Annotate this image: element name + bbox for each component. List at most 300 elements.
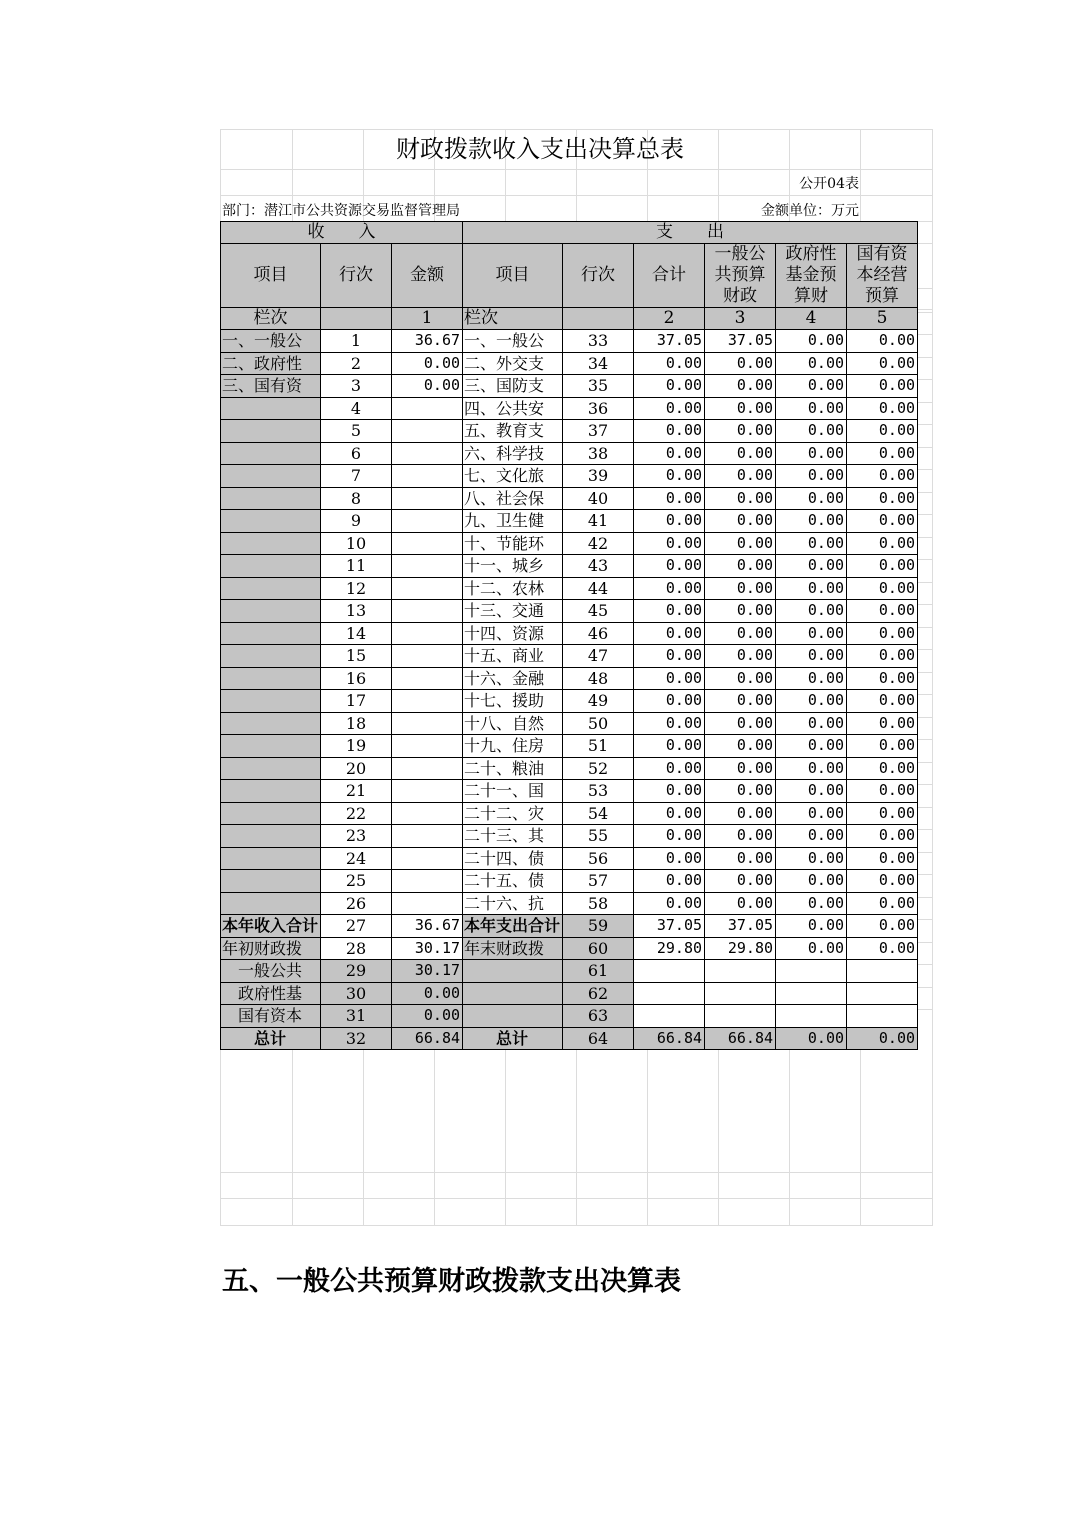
column-header-row — [221, 244, 918, 308]
general-budget-cell: 0.00 — [705, 667, 776, 690]
expense-row-no-cell: 60 — [563, 937, 634, 960]
income-item-cell: 总计 — [221, 1027, 321, 1050]
expense-total-cell: 0.00 — [634, 825, 705, 848]
col-index-empty — [321, 308, 392, 330]
income-item-cell — [221, 532, 321, 555]
summary-row — [221, 982, 918, 1005]
gov-fund-cell: 0.00 — [776, 330, 847, 353]
general-budget-cell: 0.00 — [705, 622, 776, 645]
table-row — [221, 510, 918, 533]
expense-item-cell: 九、卫生健 — [463, 510, 563, 533]
col-label-2: 栏次 — [463, 308, 563, 330]
table-row — [221, 442, 918, 465]
expense-item-cell: 二十三、其 — [463, 825, 563, 848]
income-item-cell: 一、一般公 — [221, 330, 321, 353]
expense-total-cell: 0.00 — [634, 442, 705, 465]
income-group-header: 收 入 — [221, 222, 463, 244]
income-item-cell — [221, 622, 321, 645]
state-capital-cell: 0.00 — [847, 577, 918, 600]
gov-fund-cell: 0.00 — [776, 352, 847, 375]
income-amount-cell — [392, 735, 463, 758]
income-item-cell — [221, 892, 321, 915]
expense-total-cell: 0.00 — [634, 892, 705, 915]
expense-item-cell: 一、一般公 — [463, 330, 563, 353]
state-capital-cell: 0.00 — [847, 690, 918, 713]
table-row — [221, 645, 918, 668]
expense-total-cell: 0.00 — [634, 487, 705, 510]
income-amount-cell: 0.00 — [392, 375, 463, 398]
general-budget-cell: 0.00 — [705, 892, 776, 915]
state-capital-cell: 0.00 — [847, 802, 918, 825]
col-header-item: 项目 — [221, 244, 321, 308]
expense-row-no-cell: 48 — [563, 667, 634, 690]
income-row-no-cell: 21 — [321, 780, 392, 803]
income-row-no-cell: 9 — [321, 510, 392, 533]
gov-fund-cell: 0.00 — [776, 442, 847, 465]
state-capital-cell: 0.00 — [847, 757, 918, 780]
general-budget-cell: 0.00 — [705, 442, 776, 465]
income-amount-cell — [392, 757, 463, 780]
income-row-no-cell: 11 — [321, 555, 392, 578]
general-budget-cell: 0.00 — [705, 712, 776, 735]
expense-total-cell — [634, 960, 705, 983]
income-row-no-cell: 14 — [321, 622, 392, 645]
income-item-cell: 本年收入合计 — [221, 915, 321, 938]
gov-fund-cell: 0.00 — [776, 397, 847, 420]
state-capital-cell: 0.00 — [847, 870, 918, 893]
general-budget-cell: 37.05 — [705, 330, 776, 353]
income-row-no-cell: 28 — [321, 937, 392, 960]
gov-fund-cell — [776, 1005, 847, 1028]
general-budget-cell: 0.00 — [705, 420, 776, 443]
income-item-cell — [221, 735, 321, 758]
income-item-cell — [221, 780, 321, 803]
budget-table — [220, 221, 918, 1050]
expense-total-cell: 0.00 — [634, 645, 705, 668]
table-row — [221, 712, 918, 735]
general-budget-cell: 0.00 — [705, 487, 776, 510]
expense-row-no-cell: 37 — [563, 420, 634, 443]
table-row — [221, 397, 918, 420]
income-item-cell — [221, 487, 321, 510]
gov-fund-cell: 0.00 — [776, 532, 847, 555]
income-amount-cell — [392, 667, 463, 690]
income-row-no-cell: 27 — [321, 915, 392, 938]
income-amount-cell — [392, 892, 463, 915]
expense-row-no-cell: 61 — [563, 960, 634, 983]
general-budget-cell: 0.00 — [705, 757, 776, 780]
income-row-no-cell: 16 — [321, 667, 392, 690]
expense-row-no-cell: 43 — [563, 555, 634, 578]
gov-fund-cell: 0.00 — [776, 622, 847, 645]
expense-row-no-cell: 34 — [563, 352, 634, 375]
expense-item-cell: 二十、粮油 — [463, 757, 563, 780]
income-amount-cell — [392, 555, 463, 578]
income-item-cell — [221, 600, 321, 623]
expense-item-cell: 二十五、债 — [463, 870, 563, 893]
expense-total-cell: 0.00 — [634, 802, 705, 825]
income-row-no-cell: 6 — [321, 442, 392, 465]
expense-row-no-cell: 41 — [563, 510, 634, 533]
general-budget-cell: 0.00 — [705, 690, 776, 713]
income-amount-cell — [392, 532, 463, 555]
table-row — [221, 622, 918, 645]
income-row-no-cell: 24 — [321, 847, 392, 870]
income-row-no-cell: 12 — [321, 577, 392, 600]
gov-fund-cell: 0.00 — [776, 757, 847, 780]
expense-item-cell: 十八、自然 — [463, 712, 563, 735]
summary-row — [221, 937, 918, 960]
expense-item-cell: 十一、城乡 — [463, 555, 563, 578]
expense-item-cell: 十二、农林 — [463, 577, 563, 600]
expense-total-cell: 0.00 — [634, 757, 705, 780]
income-item-cell — [221, 420, 321, 443]
income-item-cell: 国有资本 — [221, 1005, 321, 1028]
state-capital-cell: 0.00 — [847, 622, 918, 645]
income-row-no-cell: 26 — [321, 892, 392, 915]
income-row-no-cell: 8 — [321, 487, 392, 510]
general-budget-cell: 0.00 — [705, 600, 776, 623]
state-capital-cell: 0.00 — [847, 600, 918, 623]
expense-item-cell: 十九、住房 — [463, 735, 563, 758]
state-capital-cell: 0.00 — [847, 645, 918, 668]
col-label: 栏次 — [221, 308, 321, 330]
expense-total-cell — [634, 982, 705, 1005]
expense-row-no-cell: 38 — [563, 442, 634, 465]
general-budget-cell: 37.05 — [705, 915, 776, 938]
state-capital-cell: 0.00 — [847, 892, 918, 915]
summary-row — [221, 915, 918, 938]
gov-fund-cell: 0.00 — [776, 555, 847, 578]
table-row — [221, 375, 918, 398]
income-amount-cell — [392, 420, 463, 443]
income-row-no-cell: 32 — [321, 1027, 392, 1050]
income-item-cell — [221, 667, 321, 690]
gov-fund-cell: 0.00 — [776, 712, 847, 735]
table-row — [221, 780, 918, 803]
expense-item-cell — [463, 982, 563, 1005]
expense-total-cell: 37.05 — [634, 915, 705, 938]
table-row — [221, 555, 918, 578]
gov-fund-cell — [776, 982, 847, 1005]
income-row-no-cell: 22 — [321, 802, 392, 825]
income-amount-cell — [392, 487, 463, 510]
expense-total-cell: 0.00 — [634, 622, 705, 645]
income-item-cell — [221, 712, 321, 735]
general-budget-cell: 0.00 — [705, 510, 776, 533]
expense-row-no-cell: 55 — [563, 825, 634, 848]
state-capital-cell: 0.00 — [847, 667, 918, 690]
income-amount-cell — [392, 690, 463, 713]
income-item-cell: 三、国有资 — [221, 375, 321, 398]
expense-total-cell: 0.00 — [634, 397, 705, 420]
income-item-cell — [221, 802, 321, 825]
department-label: 部门：潜江市公共资源交易监督管理局 — [222, 203, 460, 219]
column-index-row — [221, 308, 918, 330]
income-amount-cell: 30.17 — [392, 937, 463, 960]
expense-item-cell: 十、节能环 — [463, 532, 563, 555]
income-row-no-cell: 7 — [321, 465, 392, 488]
col-header-row-no-2: 行次 — [563, 244, 634, 308]
expense-total-cell: 0.00 — [634, 420, 705, 443]
income-item-cell — [221, 555, 321, 578]
expense-item-cell: 三、国防支 — [463, 375, 563, 398]
income-amount-cell — [392, 465, 463, 488]
income-row-no-cell: 29 — [321, 960, 392, 983]
table-row — [221, 690, 918, 713]
income-row-no-cell: 30 — [321, 982, 392, 1005]
table-row — [221, 420, 918, 443]
expense-item-cell: 五、教育支 — [463, 420, 563, 443]
general-budget-cell: 0.00 — [705, 847, 776, 870]
state-capital-cell — [847, 1005, 918, 1028]
expense-total-cell: 0.00 — [634, 465, 705, 488]
expense-item-cell: 八、社会保 — [463, 487, 563, 510]
expense-row-no-cell: 39 — [563, 465, 634, 488]
income-row-no-cell: 5 — [321, 420, 392, 443]
state-capital-cell: 0.00 — [847, 352, 918, 375]
income-amount-cell — [392, 825, 463, 848]
income-item-cell — [221, 645, 321, 668]
table-row — [221, 667, 918, 690]
state-capital-cell — [847, 960, 918, 983]
state-capital-cell: 0.00 — [847, 735, 918, 758]
income-amount-cell — [392, 397, 463, 420]
general-budget-cell: 0.00 — [705, 532, 776, 555]
expense-row-no-cell: 44 — [563, 577, 634, 600]
col-header-row-no: 行次 — [321, 244, 392, 308]
expense-item-cell: 七、文化旅 — [463, 465, 563, 488]
gov-fund-cell: 0.00 — [776, 937, 847, 960]
col-index-2: 2 — [634, 308, 705, 330]
income-row-no-cell: 10 — [321, 532, 392, 555]
expense-total-cell: 0.00 — [634, 847, 705, 870]
table-row — [221, 600, 918, 623]
gov-fund-cell: 0.00 — [776, 690, 847, 713]
general-budget-cell: 0.00 — [705, 375, 776, 398]
expense-total-cell: 0.00 — [634, 600, 705, 623]
expense-total-cell: 29.80 — [634, 937, 705, 960]
gov-fund-cell: 0.00 — [776, 847, 847, 870]
income-amount-cell — [392, 577, 463, 600]
gov-fund-cell: 0.00 — [776, 802, 847, 825]
gov-fund-cell: 0.00 — [776, 375, 847, 398]
table-row — [221, 577, 918, 600]
income-row-no-cell: 17 — [321, 690, 392, 713]
income-row-no-cell: 25 — [321, 870, 392, 893]
expense-item-cell: 十三、交通 — [463, 600, 563, 623]
expense-row-no-cell: 40 — [563, 487, 634, 510]
expense-item-cell: 十四、资源 — [463, 622, 563, 645]
expense-row-no-cell: 53 — [563, 780, 634, 803]
table-row — [221, 825, 918, 848]
income-item-cell — [221, 465, 321, 488]
income-item-cell — [221, 757, 321, 780]
income-row-no-cell: 1 — [321, 330, 392, 353]
expense-item-cell: 十七、援助 — [463, 690, 563, 713]
general-budget-cell — [705, 960, 776, 983]
col-index-5: 5 — [847, 308, 918, 330]
state-capital-cell: 0.00 — [847, 780, 918, 803]
col-index-3: 3 — [705, 308, 776, 330]
gov-fund-cell: 0.00 — [776, 915, 847, 938]
expense-row-no-cell: 52 — [563, 757, 634, 780]
state-capital-cell: 0.00 — [847, 420, 918, 443]
expense-item-cell: 二十六、抗 — [463, 892, 563, 915]
expense-item-cell — [463, 960, 563, 983]
income-item-cell: 一般公共 — [221, 960, 321, 983]
expense-total-cell: 66.84 — [634, 1027, 705, 1050]
income-item-cell — [221, 847, 321, 870]
income-item-cell — [221, 397, 321, 420]
expense-item-cell: 二十四、债 — [463, 847, 563, 870]
state-capital-cell: 0.00 — [847, 375, 918, 398]
income-amount-cell — [392, 847, 463, 870]
expense-row-no-cell: 45 — [563, 600, 634, 623]
state-capital-cell: 0.00 — [847, 487, 918, 510]
gov-fund-cell: 0.00 — [776, 780, 847, 803]
income-amount-cell: 30.17 — [392, 960, 463, 983]
table-row — [221, 802, 918, 825]
state-capital-cell: 0.00 — [847, 847, 918, 870]
expense-row-no-cell: 63 — [563, 1005, 634, 1028]
expense-total-cell: 0.00 — [634, 712, 705, 735]
col-index-4: 4 — [776, 308, 847, 330]
summary-row — [221, 1005, 918, 1028]
state-capital-cell: 0.00 — [847, 442, 918, 465]
income-amount-cell — [392, 645, 463, 668]
income-item-cell: 二、政府性 — [221, 352, 321, 375]
table-row — [221, 735, 918, 758]
unit-label: 金额单位：万元 — [761, 203, 859, 219]
state-capital-cell — [847, 982, 918, 1005]
expense-row-no-cell: 51 — [563, 735, 634, 758]
expense-row-no-cell: 36 — [563, 397, 634, 420]
expense-total-cell: 0.00 — [634, 667, 705, 690]
state-capital-cell: 0.00 — [847, 397, 918, 420]
general-budget-cell: 0.00 — [705, 465, 776, 488]
income-item-cell — [221, 870, 321, 893]
expense-item-cell: 本年支出合计 — [463, 915, 563, 938]
general-budget-cell: 0.00 — [705, 397, 776, 420]
expense-item-cell: 二、外交支 — [463, 352, 563, 375]
general-budget-cell — [705, 1005, 776, 1028]
general-budget-cell: 0.00 — [705, 555, 776, 578]
general-budget-cell: 66.84 — [705, 1027, 776, 1050]
expense-row-no-cell: 64 — [563, 1027, 634, 1050]
income-item-cell — [221, 577, 321, 600]
expense-row-no-cell: 46 — [563, 622, 634, 645]
state-capital-cell: 0.00 — [847, 712, 918, 735]
col-index-1: 1 — [392, 308, 463, 330]
expense-total-cell: 0.00 — [634, 577, 705, 600]
income-amount-cell — [392, 712, 463, 735]
expense-row-no-cell: 58 — [563, 892, 634, 915]
income-amount-cell — [392, 510, 463, 533]
gov-fund-cell: 0.00 — [776, 1027, 847, 1050]
state-capital-cell: 0.00 — [847, 510, 918, 533]
income-amount-cell — [392, 802, 463, 825]
income-amount-cell: 36.67 — [392, 915, 463, 938]
income-amount-cell — [392, 870, 463, 893]
income-row-no-cell: 4 — [321, 397, 392, 420]
col-index-empty-2 — [563, 308, 634, 330]
group-header-row — [221, 222, 918, 244]
state-capital-cell: 0.00 — [847, 1027, 918, 1050]
expense-item-cell — [463, 1005, 563, 1028]
income-row-no-cell: 31 — [321, 1005, 392, 1028]
income-row-no-cell: 2 — [321, 352, 392, 375]
col-header-general-budget: 一般公共预算财政 — [705, 244, 776, 308]
form-code: 公开04表 — [799, 176, 859, 192]
gov-fund-cell: 0.00 — [776, 870, 847, 893]
expense-row-no-cell: 49 — [563, 690, 634, 713]
expense-row-no-cell: 35 — [563, 375, 634, 398]
income-amount-cell: 0.00 — [392, 982, 463, 1005]
expense-item-cell: 总计 — [463, 1027, 563, 1050]
income-amount-cell: 0.00 — [392, 352, 463, 375]
expense-row-no-cell: 42 — [563, 532, 634, 555]
summary-row — [221, 960, 918, 983]
expense-total-cell: 0.00 — [634, 870, 705, 893]
general-budget-cell: 0.00 — [705, 735, 776, 758]
gov-fund-cell: 0.00 — [776, 892, 847, 915]
expense-row-no-cell: 50 — [563, 712, 634, 735]
income-amount-cell — [392, 622, 463, 645]
col-header-gov-fund: 政府性基金预算财 — [776, 244, 847, 308]
gov-fund-cell: 0.00 — [776, 645, 847, 668]
general-budget-cell: 29.80 — [705, 937, 776, 960]
expense-item-cell: 二十二、灾 — [463, 802, 563, 825]
expense-item-cell: 六、科学技 — [463, 442, 563, 465]
table-row — [221, 487, 918, 510]
expense-row-no-cell: 57 — [563, 870, 634, 893]
spreadsheet-area — [220, 129, 932, 1226]
gov-fund-cell: 0.00 — [776, 420, 847, 443]
expense-row-no-cell: 54 — [563, 802, 634, 825]
col-header-total: 合计 — [634, 244, 705, 308]
expense-row-no-cell: 56 — [563, 847, 634, 870]
table-row — [221, 330, 918, 353]
income-row-no-cell: 20 — [321, 757, 392, 780]
general-budget-cell: 0.00 — [705, 825, 776, 848]
table-row — [221, 757, 918, 780]
expense-total-cell: 0.00 — [634, 510, 705, 533]
expense-item-cell: 年末财政拨 — [463, 937, 563, 960]
income-item-cell — [221, 825, 321, 848]
col-header-state-capital: 国有资本经营预算 — [847, 244, 918, 308]
table-row — [221, 352, 918, 375]
state-capital-cell: 0.00 — [847, 937, 918, 960]
summary-row — [221, 1027, 918, 1050]
expense-item-cell: 十六、金融 — [463, 667, 563, 690]
expense-group-header: 支 出 — [463, 222, 918, 244]
income-row-no-cell: 15 — [321, 645, 392, 668]
table-row — [221, 892, 918, 915]
state-capital-cell: 0.00 — [847, 825, 918, 848]
income-amount-cell — [392, 780, 463, 803]
gov-fund-cell: 0.00 — [776, 510, 847, 533]
expense-item-cell: 十五、商业 — [463, 645, 563, 668]
gov-fund-cell: 0.00 — [776, 577, 847, 600]
general-budget-cell — [705, 982, 776, 1005]
table-row — [221, 532, 918, 555]
income-amount-cell — [392, 442, 463, 465]
general-budget-cell: 0.00 — [705, 802, 776, 825]
income-row-no-cell: 3 — [321, 375, 392, 398]
general-budget-cell: 0.00 — [705, 352, 776, 375]
expense-total-cell: 0.00 — [634, 352, 705, 375]
